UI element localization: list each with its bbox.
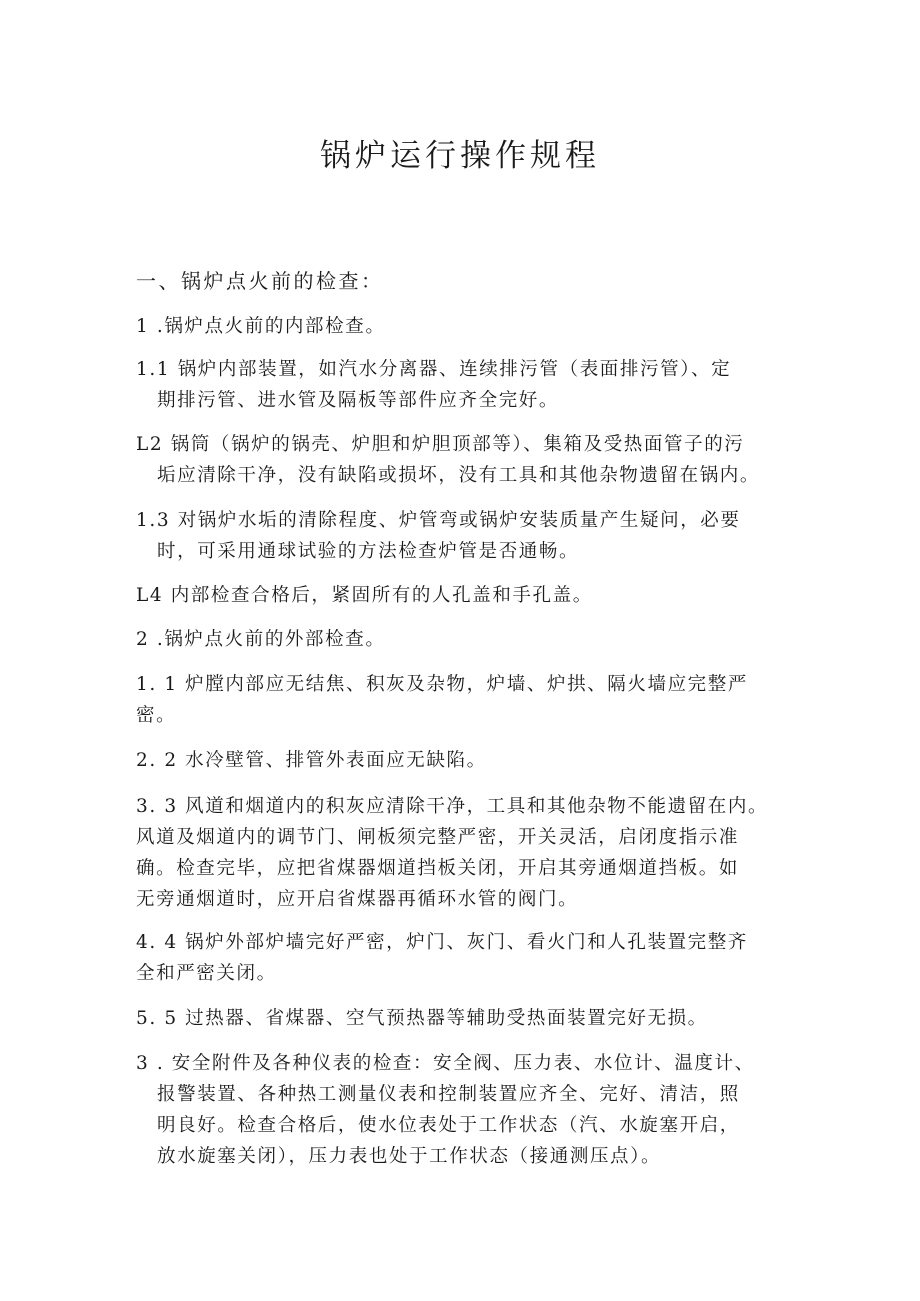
paragraph-line: 全和严密关闭。 [136,963,277,984]
paragraph-line: 3 . 安全附件及各种仪表的检查：安全阀、压力表、水位计、温度计、 [136,1053,755,1074]
paragraph-line: 报警装置、各种热工测量仪表和控制装置应齐全、完好、清洁，照 [157,1084,740,1105]
paragraph-line: 放水旋塞关闭），压力表也处于工作状态（接通测压点）。 [157,1146,662,1167]
paragraph-line: 2. 2 水冷壁管、排管外表面应无缺陷。 [136,750,487,771]
paragraph-line: 垢应清除干净，没有缺陷或损坏，没有工具和其他杂物遗留在锅内。 [157,465,761,486]
paragraph-2-4 [136,927,796,989]
paragraph-line: 1. 1 炉膛内部应无结焦、积灰及杂物，炉墙、炉拱、隔火墙应完整严 [136,674,748,695]
paragraph-1-2 [136,429,796,491]
paragraph-line: L4 内部检查合格后，紧固所有的人孔盖和手孔盖。 [136,585,593,606]
paragraph-1 [136,311,796,342]
paragraph-line: 无旁通烟道时，应开启省煤器再循环水管的阀门。 [136,889,579,910]
paragraph-line: 时，可采用通球试验的方法检查炉管是否通畅。 [157,541,580,562]
paragraph-line: 明良好。检查合格后，使水位表处于工作状态（汽、水旋塞开启， [157,1115,740,1136]
paragraph-line: 风道及烟道内的调节门、闸板须完整严密，开关灵活，启闭度指示准 [136,827,740,848]
paragraph-line: 1.1 锅炉内部装置，如汽水分离器、连续排污管（表面排污管）、定 [136,359,732,380]
paragraph-line: 确。检查完毕，应把省煤器烟道挡板关闭，开启其旁通烟道挡板。如 [136,858,740,879]
paragraph-line: 5. 5 过热器、省煤器、空气预热器等辅助受热面装置完好无损。 [136,1008,708,1029]
paragraph-line: 2 .锅炉点火前的外部检查。 [136,629,386,650]
paragraph-line: 1.3 对锅炉水垢的清除程度、炉管弯或锅炉安装质量产生疑问，必要 [136,510,741,531]
paragraph-line: 4. 4 锅炉外部炉墙完好严密，炉门、灰门、看火门和人孔装置完整齐 [136,932,748,953]
paragraph-2-5 [136,1003,796,1034]
paragraph-1-3 [136,505,796,567]
paragraph-2-2 [136,745,796,776]
paragraph-line: 3. 3 风道和烟道内的积灰应清除干净，工具和其他杂物不能遗留在内。 [136,796,769,817]
paragraph-line: L2 锅筒（锅炉的锅壳、炉胆和炉胆顶部等）、集箱及受热面管子的污 [136,434,745,455]
paragraph-line: 期排污管、进水管及隔板等部件应齐全完好。 [157,390,560,411]
paragraph-2-1 [136,669,796,731]
paragraph-2 [136,624,796,655]
section-heading-text: 一、锅炉点火前的检查： [136,269,384,293]
paragraph-1-1 [136,354,796,416]
paragraph-line: 1 .锅炉点火前的内部检查。 [136,316,386,337]
paragraph-3 [136,1048,796,1172]
page-title: 锅炉运行操作规程 [320,138,600,174]
section-heading [136,266,796,297]
paragraph-line: 密。 [136,705,177,726]
paragraph-1-4 [136,580,796,611]
paragraph-2-3 [136,791,796,915]
